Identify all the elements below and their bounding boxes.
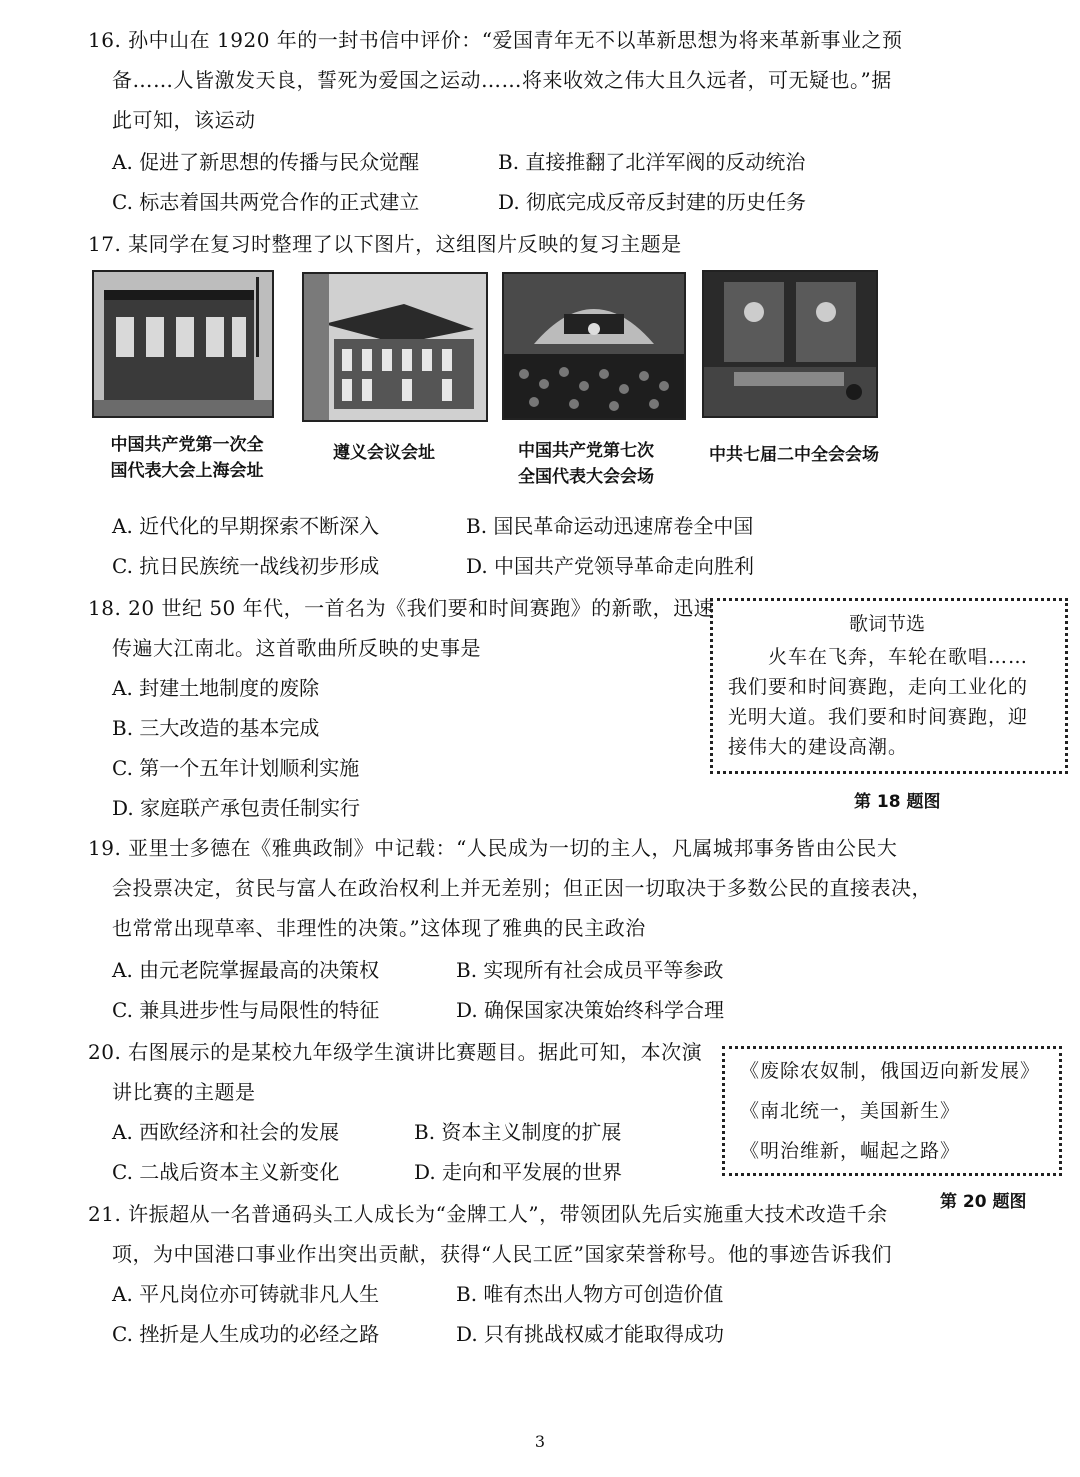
photo-first-congress-site (92, 270, 274, 418)
q16-option-c[interactable]: C. 标志着国共两党合作的正式建立 (112, 190, 420, 214)
q18-option-d[interactable]: D. 家庭联产承包责任制实行 (112, 796, 361, 820)
caption-second-plenum (696, 442, 892, 468)
figure-20-label: 第 20 题图 (940, 1192, 1027, 1212)
speech-topic-2: 《南北统一，美国新生》 (740, 1100, 961, 1122)
q19-stem-line-2: 会投票决定，贫民与富人在政治权利上并无差别；但正因一切取决于多数公民的直接表决， (112, 876, 932, 900)
caption-first-congress-line-1: 中国共产党第一次全 (110, 435, 264, 455)
lyrics-box-title: 歌词节选 (848, 613, 925, 635)
q17-option-c[interactable]: C. 抗日民族统一战线初步形成 (112, 554, 380, 578)
q18-option-a[interactable]: A. 封建土地制度的废除 (112, 676, 320, 700)
q19-option-b[interactable]: B. 实现所有社会成员平等参政 (456, 958, 724, 982)
speech-topic-1: 《废除农奴制，俄国迈向新发展》 (740, 1060, 1041, 1082)
figure-18-label: 第 18 题图 (854, 792, 941, 812)
q20-stem-line-1: 20. 右图展示的是某校九年级学生演讲比赛题目。据此可知，本次演 (88, 1040, 703, 1064)
q17-stem: 17. 某同学在复习时整理了以下图片，这组图片反映的复习主题是 (88, 232, 682, 256)
photo-zunyi-site (302, 272, 488, 422)
q20-option-a[interactable]: A. 西欧经济和社会的发展 (112, 1120, 340, 1144)
speech-topic-3: 《明治维新，崛起之路》 (740, 1140, 961, 1162)
q19-option-c[interactable]: C. 兼具进步性与局限性的特征 (112, 998, 380, 1022)
q18-option-b[interactable]: B. 三大改造的基本完成 (112, 716, 320, 740)
q16-stem-line-1: 16. 孙中山在 1920 年的一封书信中评价：“爱国青年无不以革新思想为将来革新事业之预 (88, 28, 903, 52)
q16-stem-line-3: 此可知，该运动 (112, 108, 256, 132)
caption-first-congress (92, 432, 282, 484)
lyrics-line-4: 接伟大的建设高潮。 (728, 736, 909, 758)
q20-option-b[interactable]: B. 资本主义制度的扩展 (414, 1120, 622, 1144)
q17-option-a[interactable]: A. 近代化的早期探索不断深入 (112, 514, 380, 538)
q17-option-d[interactable]: D. 中国共产党领导革命走向胜利 (466, 554, 755, 578)
q20-option-d[interactable]: D. 走向和平发展的世界 (414, 1160, 623, 1184)
lyrics-line-1: 火车在飞奔，车轮在歌唱…… (768, 646, 1029, 668)
q20-option-c[interactable]: C. 二战后资本主义新变化 (112, 1160, 340, 1184)
page-number: 3 (534, 1432, 546, 1451)
q19-stem-line-3: 也常常出现草率、非理性的决策。”这体现了雅典的民主政治 (112, 916, 646, 940)
q16-option-d[interactable]: D. 彻底完成反帝反封建的历史任务 (498, 190, 807, 214)
q18-option-c[interactable]: C. 第一个五年计划顺利实施 (112, 756, 360, 780)
caption-first-congress-line-2: 国代表大会上海会址 (110, 461, 264, 481)
q21-option-c[interactable]: C. 挫折是人生成功的必经之路 (112, 1322, 380, 1346)
q20-stem-line-2: 讲比赛的主题是 (112, 1080, 256, 1104)
q16-stem-line-2: 备……人皆激发天良，誓死为爱国之运动……将来收效之伟大且久远者，可无疑也。”据 (112, 68, 892, 92)
q18-stem-line-2: 传遍大江南北。这首歌曲所反映的史事是 (112, 636, 481, 660)
photo-seventh-congress-hall (502, 272, 686, 420)
q21-stem-line-2: 项，为中国港口事业作出突出贡献，获得“人民工匠”国家荣誉称号。他的事迹告诉我们 (112, 1242, 892, 1266)
lyrics-line-3: 光明大道。我们要和时间赛跑，迎 (728, 706, 1029, 728)
q21-option-b[interactable]: B. 唯有杰出人物方可创造价值 (456, 1282, 724, 1306)
caption-seventh-congress-line-1: 中国共产党第七次 (518, 441, 654, 461)
q21-option-d[interactable]: D. 只有挑战权威才能取得成功 (456, 1322, 725, 1346)
lyrics-line-2: 我们要和时间赛跑，走向工业化的 (728, 676, 1029, 698)
q21-option-a[interactable]: A. 平凡岗位亦可铸就非凡人生 (112, 1282, 380, 1306)
q16-option-a[interactable]: A. 促进了新思想的传播与民众觉醒 (112, 150, 420, 174)
q17-option-b[interactable]: B. 国民革命运动迅速席卷全中国 (466, 514, 754, 538)
caption-second-plenum-line-1: 中共七届二中全会会场 (709, 445, 879, 465)
q19-option-a[interactable]: A. 由元老院掌握最高的决策权 (112, 958, 380, 982)
caption-seventh-congress-line-2: 全国代表大会会场 (518, 467, 654, 487)
q18-stem-line-1: 18. 20 世纪 50 年代，一首名为《我们要和时间赛跑》的新歌，迅速 (88, 596, 715, 620)
q19-option-d[interactable]: D. 确保国家决策始终科学合理 (456, 998, 725, 1022)
caption-zunyi (302, 440, 466, 466)
caption-seventh-congress (500, 438, 672, 490)
q21-stem-line-1: 21. 许振超从一名普通码头工人成长为“金牌工人”，带领团队先后实施重大技术改造千余 (88, 1202, 888, 1226)
caption-zunyi-line-1: 遵义会议会址 (333, 443, 435, 463)
q19-stem-line-1: 19. 亚里士多德在《雅典政制》中记载：“人民成为一切的主人，凡属城邦事务皆由公民大 (88, 836, 898, 860)
photo-second-plenum-hall (702, 270, 878, 418)
q16-option-b[interactable]: B. 直接推翻了北洋军阀的反动统治 (498, 150, 806, 174)
